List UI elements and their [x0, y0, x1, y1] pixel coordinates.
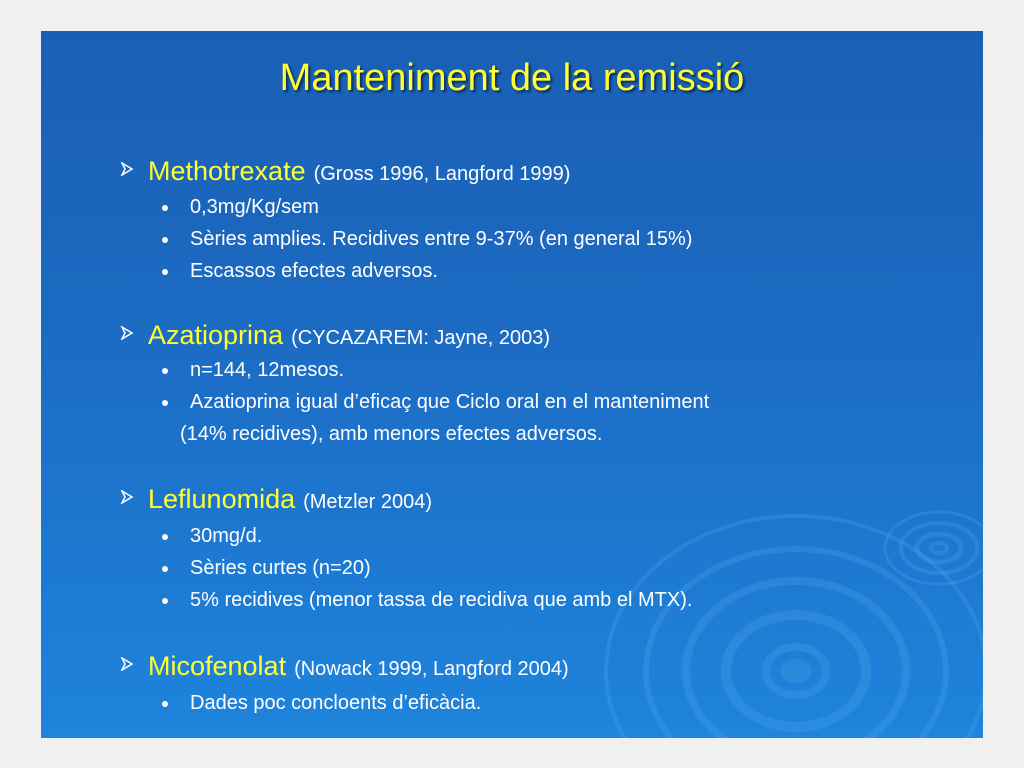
section-methotrexate: [148, 156, 570, 187]
drug-name: Leflunomida: [148, 484, 296, 514]
drug-reference: (Metzler 2004): [303, 491, 433, 513]
dot-bullet-icon: [162, 534, 168, 540]
list-item-text: 30mg/d.: [190, 525, 263, 547]
list-item: [190, 692, 481, 715]
list-item: [190, 359, 344, 382]
arrow-bullet-icon: [120, 326, 134, 340]
drug-reference: (Nowack 1999, Langford 2004): [294, 658, 569, 680]
dot-bullet-icon: [162, 205, 168, 211]
section-micofenolat: [148, 651, 569, 682]
section-azatioprina: [148, 320, 550, 351]
list-item-text: Dades poc concloents d’eficàcia.: [190, 692, 482, 714]
arrow-bullet-icon: [120, 162, 134, 176]
list-item-text: 0,3mg/Kg/sem: [190, 196, 319, 218]
dot-bullet-icon: [162, 400, 168, 406]
dot-bullet-icon: [162, 269, 168, 275]
list-item: [190, 196, 319, 219]
list-item-text: Sèries amplies. Recidives entre 9-37% (en general 15%): [190, 228, 693, 250]
list-item: [190, 557, 371, 580]
list-item-continuation: (14% recidives), amb menors efectes adversos.: [180, 423, 603, 445]
dot-bullet-icon: [162, 368, 168, 374]
list-item-text: Escassos efectes adversos.: [190, 260, 438, 282]
slide-title: Manteniment de la remissió: [279, 57, 745, 99]
list-item: [190, 260, 438, 283]
list-item-text: Azatioprina igual d’eficaç que Ciclo oral en el manteniment: [190, 391, 710, 413]
list-item: [190, 391, 709, 414]
list-item: [190, 228, 692, 251]
list-item-text: n=144, 12mesos.: [190, 359, 344, 381]
list-item-text: Sèries curtes (n=20): [190, 557, 371, 579]
drug-reference: (Gross 1996, Langford 1999): [313, 163, 571, 185]
list-item: [190, 589, 692, 612]
dot-bullet-icon: [162, 566, 168, 572]
arrow-bullet-icon: [120, 490, 134, 504]
slide-content: [41, 31, 983, 738]
list-item-text: 5% recidives (menor tassa de recidiva que amb el MTX).: [190, 589, 693, 611]
drug-name: Azatioprina: [148, 320, 284, 350]
dot-bullet-icon: [162, 598, 168, 604]
dot-bullet-icon: [162, 701, 168, 707]
list-item: [190, 525, 262, 548]
drug-name: Micofenolat: [148, 651, 287, 681]
dot-bullet-icon: [162, 237, 168, 243]
drug-name: Methotrexate: [148, 156, 306, 186]
section-leflunomida: [148, 484, 432, 515]
slide: [41, 31, 983, 738]
arrow-bullet-icon: [120, 657, 134, 671]
drug-reference: (CYCAZAREM: Jayne, 2003): [291, 327, 551, 349]
